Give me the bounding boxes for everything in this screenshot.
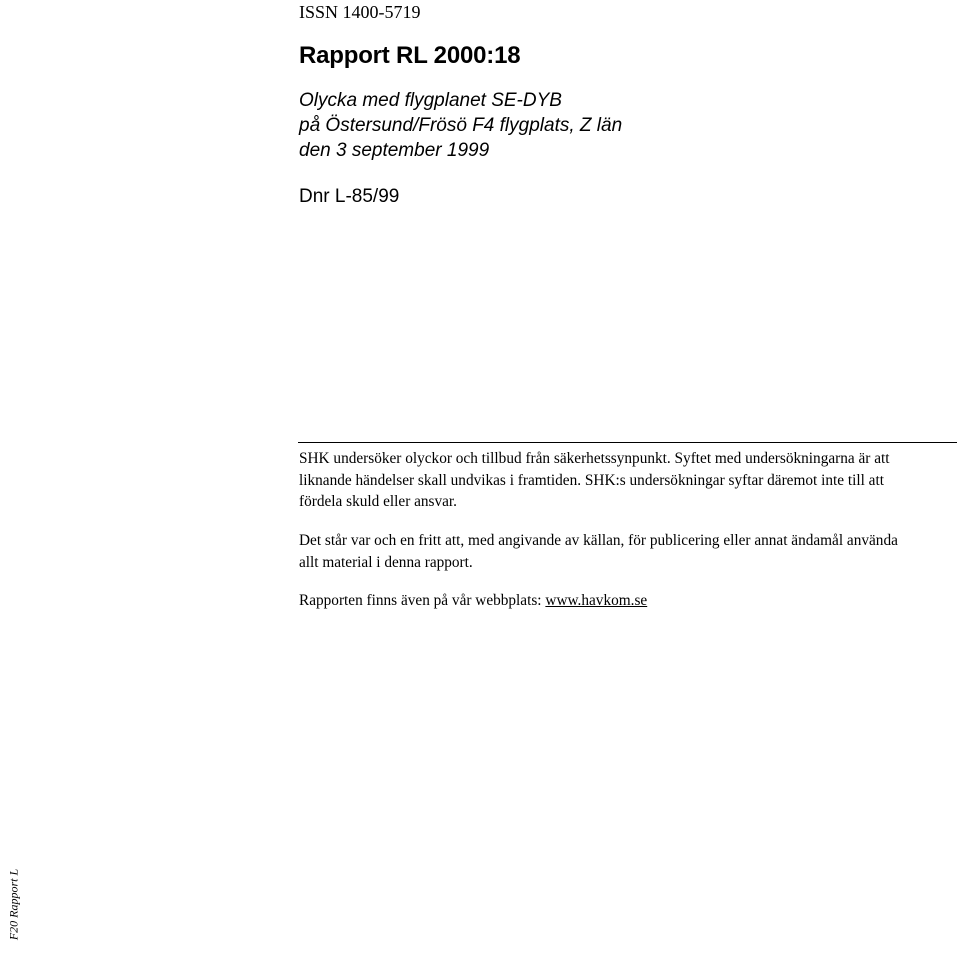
report-subtitle <box>299 88 622 163</box>
section-divider <box>298 442 957 443</box>
usage-paragraph <box>299 530 944 573</box>
issn-number: ISSN 1400-5719 <box>299 2 421 22</box>
subtitle-line: på Östersund/Frösö F4 flygplats, Z län <box>299 115 623 136</box>
side-label: F20 Rapport L <box>6 868 21 941</box>
website-text: Rapporten finns även på vår webbplats: <box>299 592 542 609</box>
subtitle-line: den 3 september 1999 <box>299 140 490 161</box>
website-link[interactable]: www.havkom.se <box>545 592 648 609</box>
paragraph-line: Det står var och en fritt att, med angivande av källan, för publicering eller annat ändamål använda <box>299 532 898 549</box>
website-paragraph <box>299 590 944 612</box>
subtitle-line: Olycka med flygplanet SE-DYB <box>299 90 562 111</box>
paragraph-line: liknande händelser skall undvikas i framtiden. SHK:s undersökningar syftar däremot inte till att <box>299 471 884 489</box>
purpose-paragraph <box>299 448 944 513</box>
report-title: Rapport RL 2000:18 <box>299 42 521 69</box>
paragraph-line: allt material i denna rapport. <box>299 553 473 571</box>
diary-number: Dnr L-85/99 <box>299 186 400 207</box>
paragraph-line: SHK undersöker olyckor och tillbud från säkerhetssynpunkt. Syftet med undersökningarna är att <box>299 450 890 467</box>
paragraph-line: fördela skuld eller ansvar. <box>299 493 458 510</box>
